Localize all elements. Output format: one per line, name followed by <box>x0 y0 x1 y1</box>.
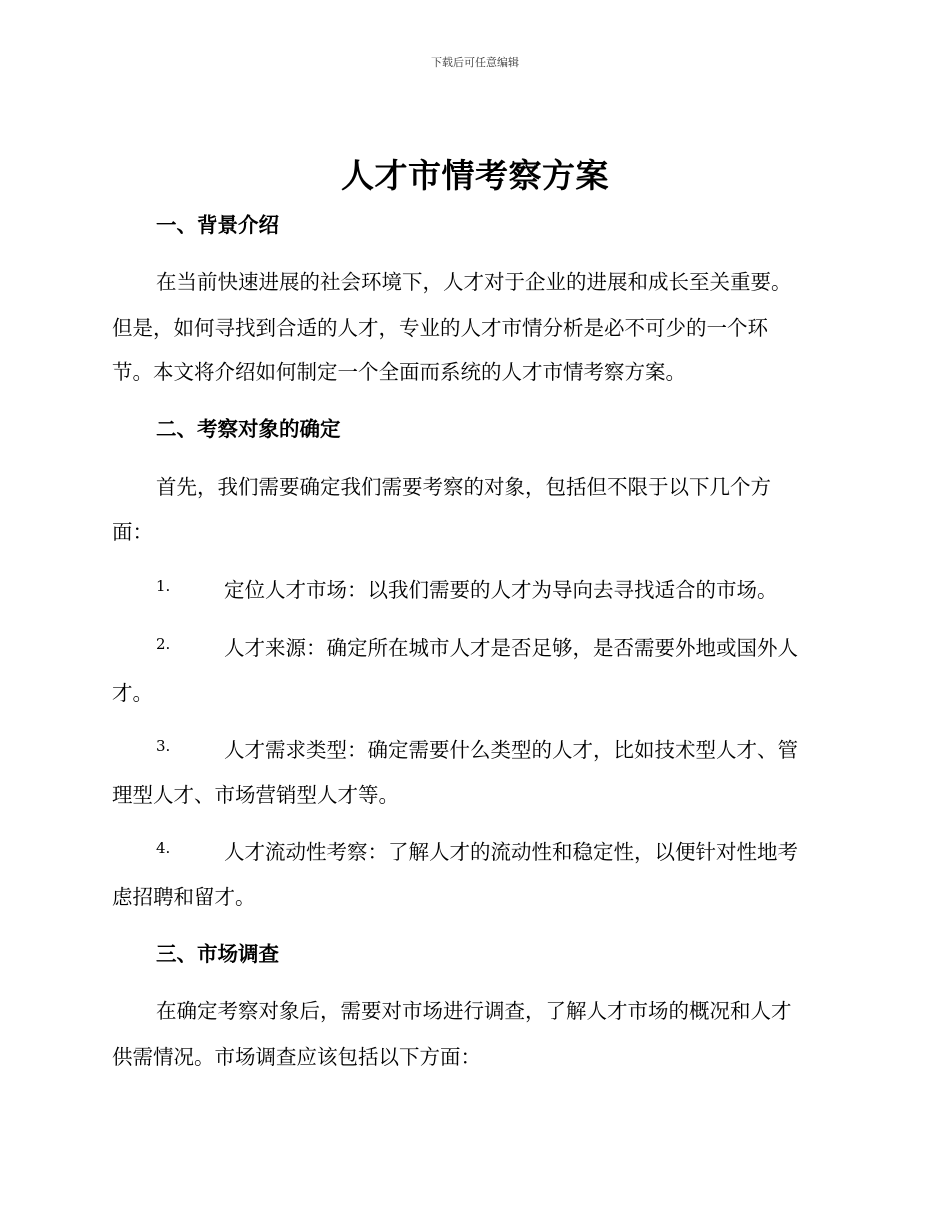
paragraph-line: 首先，我们需要确定我们需要考察的对象，包括但不限于以下几个方 <box>156 475 771 499</box>
list-item-continuation: 才。 <box>112 681 153 705</box>
list-item-text: 人才需求类型：确定需要什么类型的人才，比如技术型人才、管 <box>224 738 798 762</box>
list-item-number: 3. <box>156 737 171 755</box>
paragraph-line: 在确定考察对象后，需要对市场进行调查，了解人才市场的概况和人才 <box>156 999 792 1023</box>
page-header: 下载后可任意编辑 <box>431 56 519 69</box>
list-item-number: 4. <box>156 839 171 857</box>
section-heading-market-research: 三、市场调查 <box>156 942 279 966</box>
list-item-number: 1. <box>156 577 171 595</box>
paragraph-line: 节。本文将介绍如何制定一个全面而系统的人才市情考察方案。 <box>112 360 686 384</box>
list-item-continuation: 虑招聘和留才。 <box>112 885 256 909</box>
paragraph-line: 面： <box>112 520 153 544</box>
list-item-text: 人才流动性考察：了解人才的流动性和稳定性，以便针对性地考 <box>224 840 798 864</box>
section-heading-background: 一、背景介绍 <box>156 213 279 237</box>
list-item-text: 定位人才市场：以我们需要的人才为导向去寻找适合的市场。 <box>224 578 778 602</box>
list-item-text: 人才来源：确定所在城市人才是否足够，是否需要外地或国外人 <box>224 636 798 660</box>
section-heading-targets: 二、考察对象的确定 <box>156 417 341 441</box>
paragraph-line: 在当前快速进展的社会环境下，人才对于企业的进展和成长至关重要。 <box>156 270 792 294</box>
list-item-number: 2. <box>156 635 171 653</box>
paragraph-line: 但是，如何寻找到合适的人才，专业的人才市情分析是必不可少的一个环 <box>112 316 768 340</box>
paragraph-line: 供需情况。市场调查应该包括以下方面： <box>112 1045 481 1069</box>
list-item-continuation: 理型人才、市场营销型人才等。 <box>112 783 399 807</box>
document-title: 人才市情考察方案 <box>341 156 609 195</box>
